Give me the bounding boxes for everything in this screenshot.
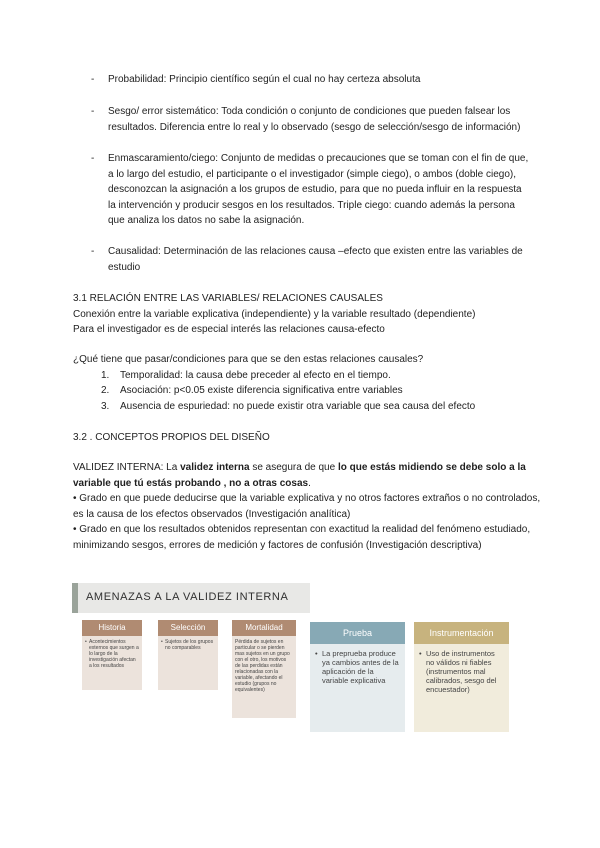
list-item bbox=[73, 383, 543, 399]
section-3-1 bbox=[73, 291, 543, 338]
list-text: Temporalidad: la causa debe preceder al efecto en el tiempo. bbox=[120, 369, 391, 381]
threat-label: Prueba bbox=[310, 622, 405, 644]
bullet-dash: - bbox=[91, 74, 95, 85]
text-run: se asegura de que bbox=[249, 462, 338, 473]
list-item bbox=[73, 399, 543, 415]
bullet-dot: • bbox=[419, 649, 422, 658]
bold-run: lo que estás midiendo se debe solo a la variable que tú estás probando , no a otras cosas bbox=[73, 462, 526, 489]
definition-text: Causalidad: Determinación de las relaciones causa –efecto que existen entre las variables de estudio bbox=[108, 246, 523, 273]
definition-probabilidad bbox=[91, 72, 531, 88]
threat-description bbox=[82, 636, 142, 690]
list-text: Ausencia de espuriedad: no puede existir otra variable que sea causa del efecto bbox=[120, 400, 476, 412]
list-text: Asociación: p<0.05 existe diferencia significativa entre variables bbox=[120, 385, 403, 396]
bullet-dot: • bbox=[161, 639, 163, 645]
question-text: ¿Qué tiene que pasar/condiciones para que se den estas relaciones causales? bbox=[73, 354, 424, 365]
section-heading: 3.1 RELACIÓN ENTRE LAS VARIABLES/ RELACIONES CAUSALES bbox=[73, 293, 383, 304]
bullet-dash: - bbox=[91, 153, 95, 164]
threat-label: Historia bbox=[82, 620, 142, 636]
threat-seleccion bbox=[158, 620, 218, 728]
definition-text: Probabilidad: Principio científico según el cual no hay certeza absoluta bbox=[108, 74, 421, 85]
threat-label: Instrumentación bbox=[414, 622, 509, 644]
paragraph: Conexión entre la variable explicativa (independiente) y la variable resultado (dependiente) bbox=[73, 308, 476, 320]
threat-text: Sujetos de los grupos no comparables bbox=[165, 639, 214, 651]
definition-enmascaramiento bbox=[91, 151, 531, 229]
threat-text: Pérdida de sujetos en particular o se pierden mas sujetos en un grupo con el otro, los motivos de las perdidas están relacionadas con la variable, afectando el estudio (grupos no equivalentes) bbox=[235, 639, 290, 693]
bullet-dot: • bbox=[85, 639, 87, 645]
paragraph: Para el investigador es de especial interés las relaciones causa-efecto bbox=[73, 324, 385, 335]
threat-instrumentacion bbox=[414, 622, 509, 732]
causal-conditions bbox=[73, 352, 543, 414]
threat-historia bbox=[82, 620, 142, 728]
figure-title: AMENAZAS A LA VALIDEZ INTERNA bbox=[72, 583, 310, 613]
definition-text: Sesgo/ error sistemático: Toda condición o conjunto de condiciones que pueden falsear los resultados. Diferencia entre lo real y lo observado (sesgo de selección/sesgo de información) bbox=[108, 106, 521, 133]
threat-description bbox=[414, 644, 509, 732]
threats-figure bbox=[72, 583, 310, 731]
threat-mortalidad bbox=[232, 620, 296, 728]
section-heading: 3.2 . CONCEPTOS PROPIOS DEL DISEÑO bbox=[73, 432, 270, 443]
bullet-dash: - bbox=[91, 246, 95, 257]
text-run: VALIDEZ INTERNA: La bbox=[73, 462, 181, 473]
list-number: 2. bbox=[101, 385, 110, 396]
threat-description bbox=[310, 644, 405, 732]
threat-description bbox=[158, 636, 218, 690]
threat-text: Acontecimientos externos que surgen a lo largo de la investigación afectan a los resultados bbox=[89, 639, 139, 669]
threat-description bbox=[232, 636, 296, 718]
threat-label: Mortalidad bbox=[232, 620, 296, 636]
section-3-2-heading bbox=[73, 430, 543, 446]
list-number: 1. bbox=[101, 369, 110, 381]
threat-label: Selección bbox=[158, 620, 218, 636]
section-3-2-body bbox=[73, 460, 543, 553]
definition-sesgo bbox=[91, 104, 531, 135]
definition-text: Enmascaramiento/ciego: Conjunto de medidas o precauciones que se toman con el fin de que, a lo largo del estudio, el participante o el investigador (simple ciego), o ambos (doble ciego), desconozcan la asignación a los grupos de estudio, para que no pueda influir en la respuesta la intervención y producir sesgos en los resultados. Triple ciego: cuando además la persona que analiza los datos no sabe la asignación. bbox=[108, 153, 529, 226]
threat-text: La preprueba produce ya cambios antes de la aplicación de la variable explicativa bbox=[322, 649, 399, 685]
threat-text: Uso de instrumentos no válidos ni fiables (instrumentos mal calibrados, sesgo del encuestador) bbox=[426, 649, 497, 694]
paragraph: • Grado en que puede deducirse que la variable explicativa y no otros factores extraños o no controlados, es la causa de los efectos observados (Investigación analítica) bbox=[73, 493, 541, 520]
text-run: . bbox=[308, 477, 311, 489]
bullet-dot: • bbox=[315, 649, 318, 658]
bold-run: validez interna bbox=[180, 462, 250, 473]
threat-prueba bbox=[310, 622, 405, 732]
paragraph: • Grado en que los resultados obtenidos representan con exactitud la realidad del fenómeno estudiado, minimizando sesgos, errores de medición y factores de confusión (Investigación descriptiva) bbox=[73, 524, 531, 551]
list-number: 3. bbox=[101, 400, 110, 412]
list-item bbox=[73, 368, 543, 384]
definition-causalidad bbox=[91, 244, 531, 275]
bullet-dash: - bbox=[91, 106, 95, 117]
validez-interna-paragraph bbox=[73, 460, 543, 491]
